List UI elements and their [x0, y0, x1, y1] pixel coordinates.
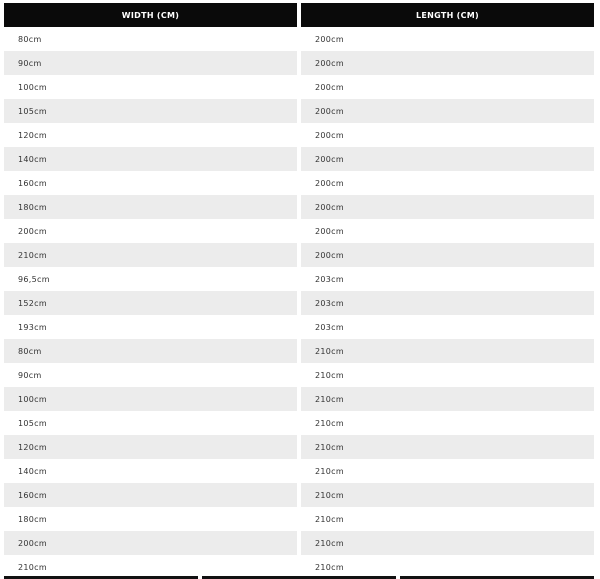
- width-cell: 200cm: [4, 531, 297, 555]
- table-row: [4, 267, 594, 291]
- width-cell: 152cm: [4, 291, 297, 315]
- width-cell: 160cm: [4, 483, 297, 507]
- width-cell: 160cm: [18, 178, 47, 188]
- length-cell: 200cm: [301, 195, 594, 219]
- width-cell: 210cm: [18, 562, 47, 572]
- table-row: [4, 291, 594, 315]
- width-cell: 100cm: [4, 387, 297, 411]
- length-cell: 203cm: [315, 322, 344, 332]
- table-body: [4, 27, 594, 579]
- table-row: [4, 219, 594, 243]
- length-cell: 200cm: [315, 130, 344, 140]
- length-cell: 203cm: [301, 291, 594, 315]
- width-cell: 140cm: [4, 147, 297, 171]
- length-cell: 200cm: [301, 243, 594, 267]
- table-row: [4, 75, 594, 99]
- length-cell: 200cm: [315, 82, 344, 92]
- table-row: [4, 195, 594, 219]
- width-cell: 80cm: [18, 34, 42, 44]
- width-cell: 105cm: [18, 418, 47, 428]
- table-row: [4, 531, 594, 555]
- size-table: [4, 3, 594, 579]
- length-column-header: LENGTH (CM): [301, 3, 594, 27]
- table-row: [4, 315, 594, 339]
- length-cell: 200cm: [301, 99, 594, 123]
- table-row: [4, 387, 594, 411]
- table-row: [4, 27, 594, 51]
- length-cell: 210cm: [315, 562, 344, 572]
- width-cell: 193cm: [18, 322, 47, 332]
- table-row: [4, 459, 594, 483]
- table-row: [4, 483, 594, 507]
- length-cell: 210cm: [301, 435, 594, 459]
- length-cell: 200cm: [315, 226, 344, 236]
- table-row: [4, 363, 594, 387]
- table-row: [4, 123, 594, 147]
- width-cell: 90cm: [18, 370, 42, 380]
- length-cell: 200cm: [301, 51, 594, 75]
- length-cell: 210cm: [315, 466, 344, 476]
- width-cell: 180cm: [18, 514, 47, 524]
- width-cell: 140cm: [18, 466, 47, 476]
- width-cell: 210cm: [4, 243, 297, 267]
- length-cell: 203cm: [315, 274, 344, 284]
- width-cell: 120cm: [18, 130, 47, 140]
- width-cell: 100cm: [18, 82, 47, 92]
- table-header-row: [4, 3, 594, 27]
- width-cell: 105cm: [4, 99, 297, 123]
- table-row: [4, 507, 594, 531]
- table-row: [4, 243, 594, 267]
- table-row: [4, 339, 594, 363]
- length-cell: 210cm: [301, 483, 594, 507]
- width-cell: 96,5cm: [18, 274, 50, 284]
- length-cell: 210cm: [301, 339, 594, 363]
- length-cell: 210cm: [315, 370, 344, 380]
- table-row: [4, 51, 594, 75]
- width-cell: 120cm: [4, 435, 297, 459]
- length-cell: 210cm: [315, 514, 344, 524]
- length-cell: 200cm: [315, 34, 344, 44]
- table-row: [4, 411, 594, 435]
- length-cell: 200cm: [315, 178, 344, 188]
- table-row: [4, 99, 594, 123]
- length-cell: 200cm: [301, 147, 594, 171]
- width-cell: 90cm: [4, 51, 297, 75]
- length-cell: 210cm: [301, 531, 594, 555]
- table-row: [4, 147, 594, 171]
- length-cell: 210cm: [315, 418, 344, 428]
- width-cell: 200cm: [18, 226, 47, 236]
- table-row: [4, 171, 594, 195]
- width-cell: 80cm: [4, 339, 297, 363]
- table-row: [4, 435, 594, 459]
- width-cell: 180cm: [4, 195, 297, 219]
- width-column-header: WIDTH (CM): [4, 3, 297, 27]
- length-cell: 210cm: [301, 387, 594, 411]
